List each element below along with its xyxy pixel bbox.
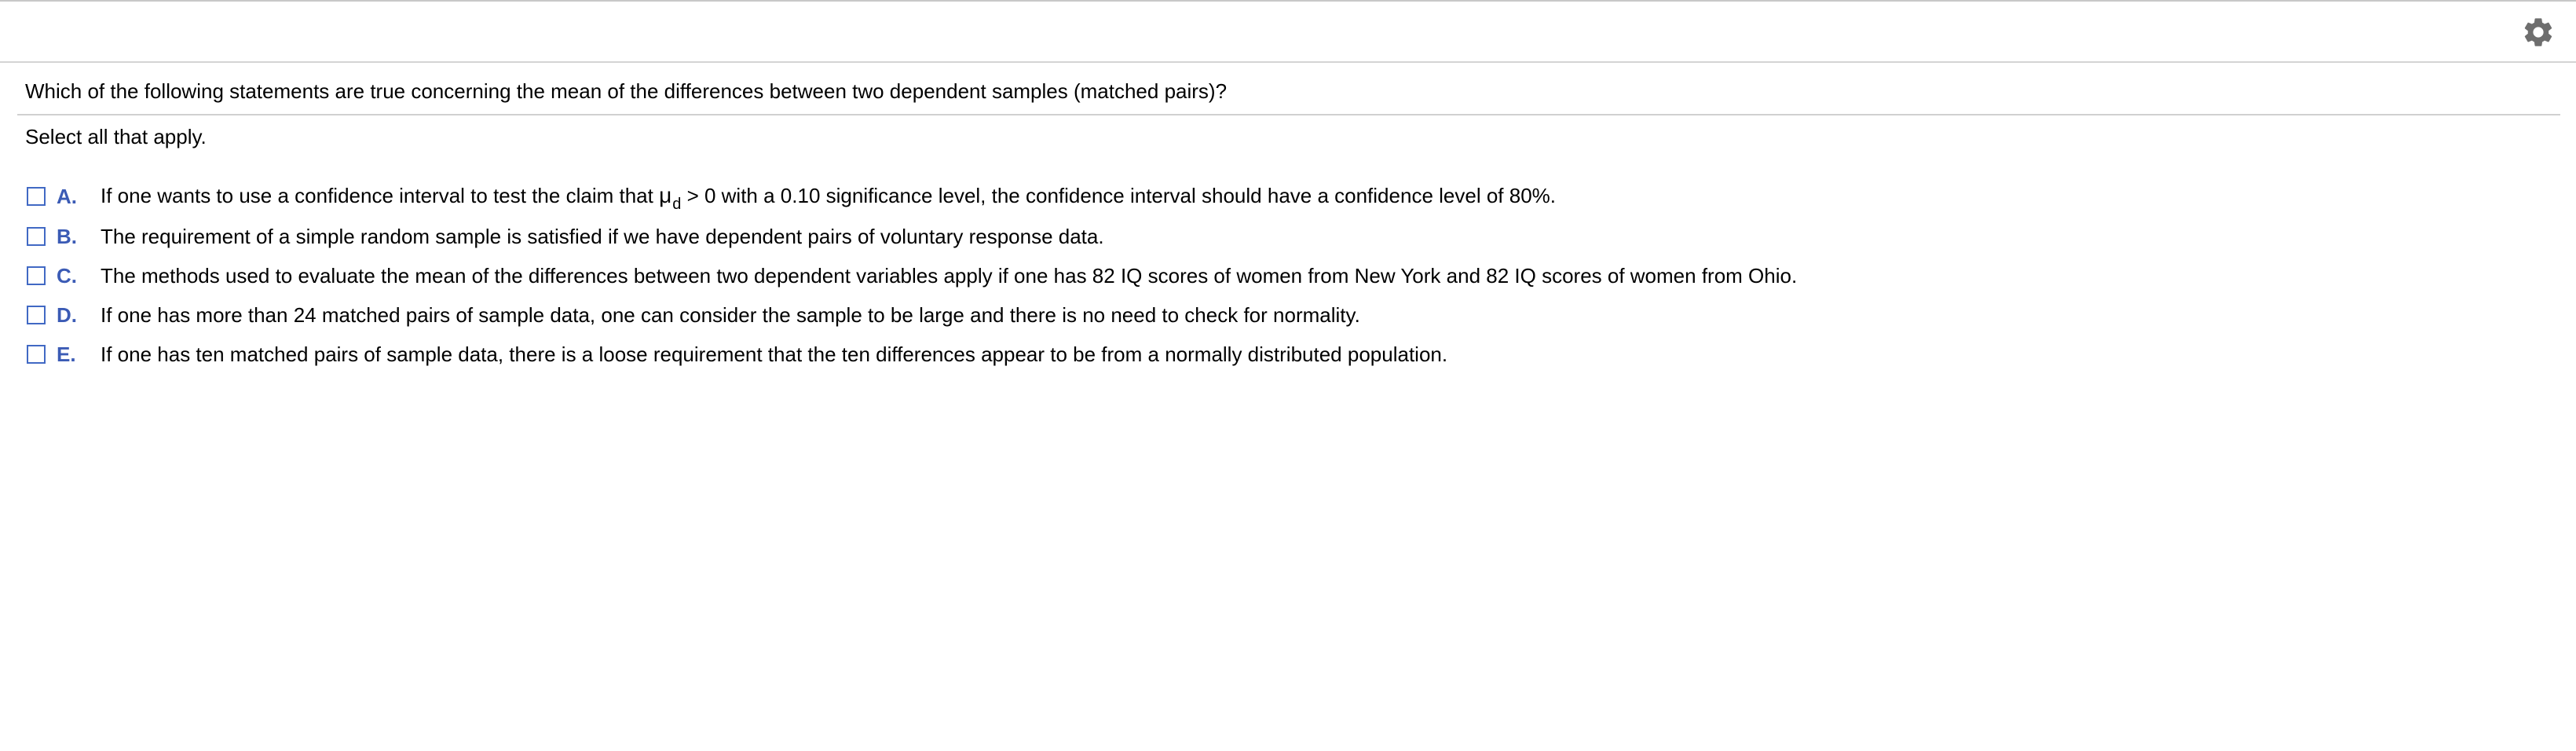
option-a-checkbox[interactable] — [27, 187, 46, 206]
question-text: Which of the following statements are true concerning the mean of the differences between two dependent samples (matched pairs)? — [25, 79, 1228, 103]
option-e[interactable] — [27, 341, 2540, 368]
mu-symbol: μ — [659, 182, 672, 207]
question-divider — [17, 114, 2560, 115]
header-bar — [0, 2, 2576, 61]
option-e-text: If one has ten matched pairs of sample data, there is a loose requirement that the ten differences appear to be from a normally distributed population. — [101, 343, 1448, 366]
header-divider — [0, 61, 2576, 63]
option-a-letter: A. — [57, 184, 77, 208]
option-c-text: The methods used to evaluate the mean of the differences between two dependent variables apply if one has 82 IQ scores of women from New York and 82 IQ scores of women from Ohio. — [101, 264, 1798, 288]
option-a[interactable] — [27, 179, 2540, 214]
option-d-checkbox[interactable] — [27, 306, 46, 324]
mu-subscript: d — [672, 195, 682, 213]
gear-icon — [2521, 15, 2556, 49]
option-a-text — [101, 182, 1556, 211]
option-d-text: If one has more than 24 matched pairs of sample data, one can consider the sample to be large and there is no need to check for normality. — [101, 303, 1360, 327]
answer-options — [27, 179, 2540, 380]
option-b[interactable] — [27, 223, 2540, 250]
option-d-letter: D. — [57, 302, 77, 327]
option-b-checkbox[interactable] — [27, 227, 46, 246]
option-c-letter: C. — [57, 263, 77, 288]
option-b-text: The requirement of a simple random sample is satisfied if we have dependent pairs of voluntary response data. — [101, 225, 1104, 248]
option-c[interactable] — [27, 262, 2540, 289]
option-d[interactable] — [27, 302, 2540, 328]
instruction-text: Select all that apply. — [25, 125, 207, 148]
option-c-checkbox[interactable] — [27, 266, 46, 285]
option-a-text-before: If one wants to use a confidence interval to test the claim that — [101, 183, 660, 207]
option-b-letter: B. — [57, 224, 77, 248]
option-e-checkbox[interactable] — [27, 345, 46, 364]
option-e-letter: E. — [57, 342, 76, 366]
option-a-text-after: > 0 with a 0.10 significance level, the confidence interval should have a confidence level of 80%. — [681, 183, 1556, 207]
settings-button[interactable] — [2521, 15, 2556, 49]
